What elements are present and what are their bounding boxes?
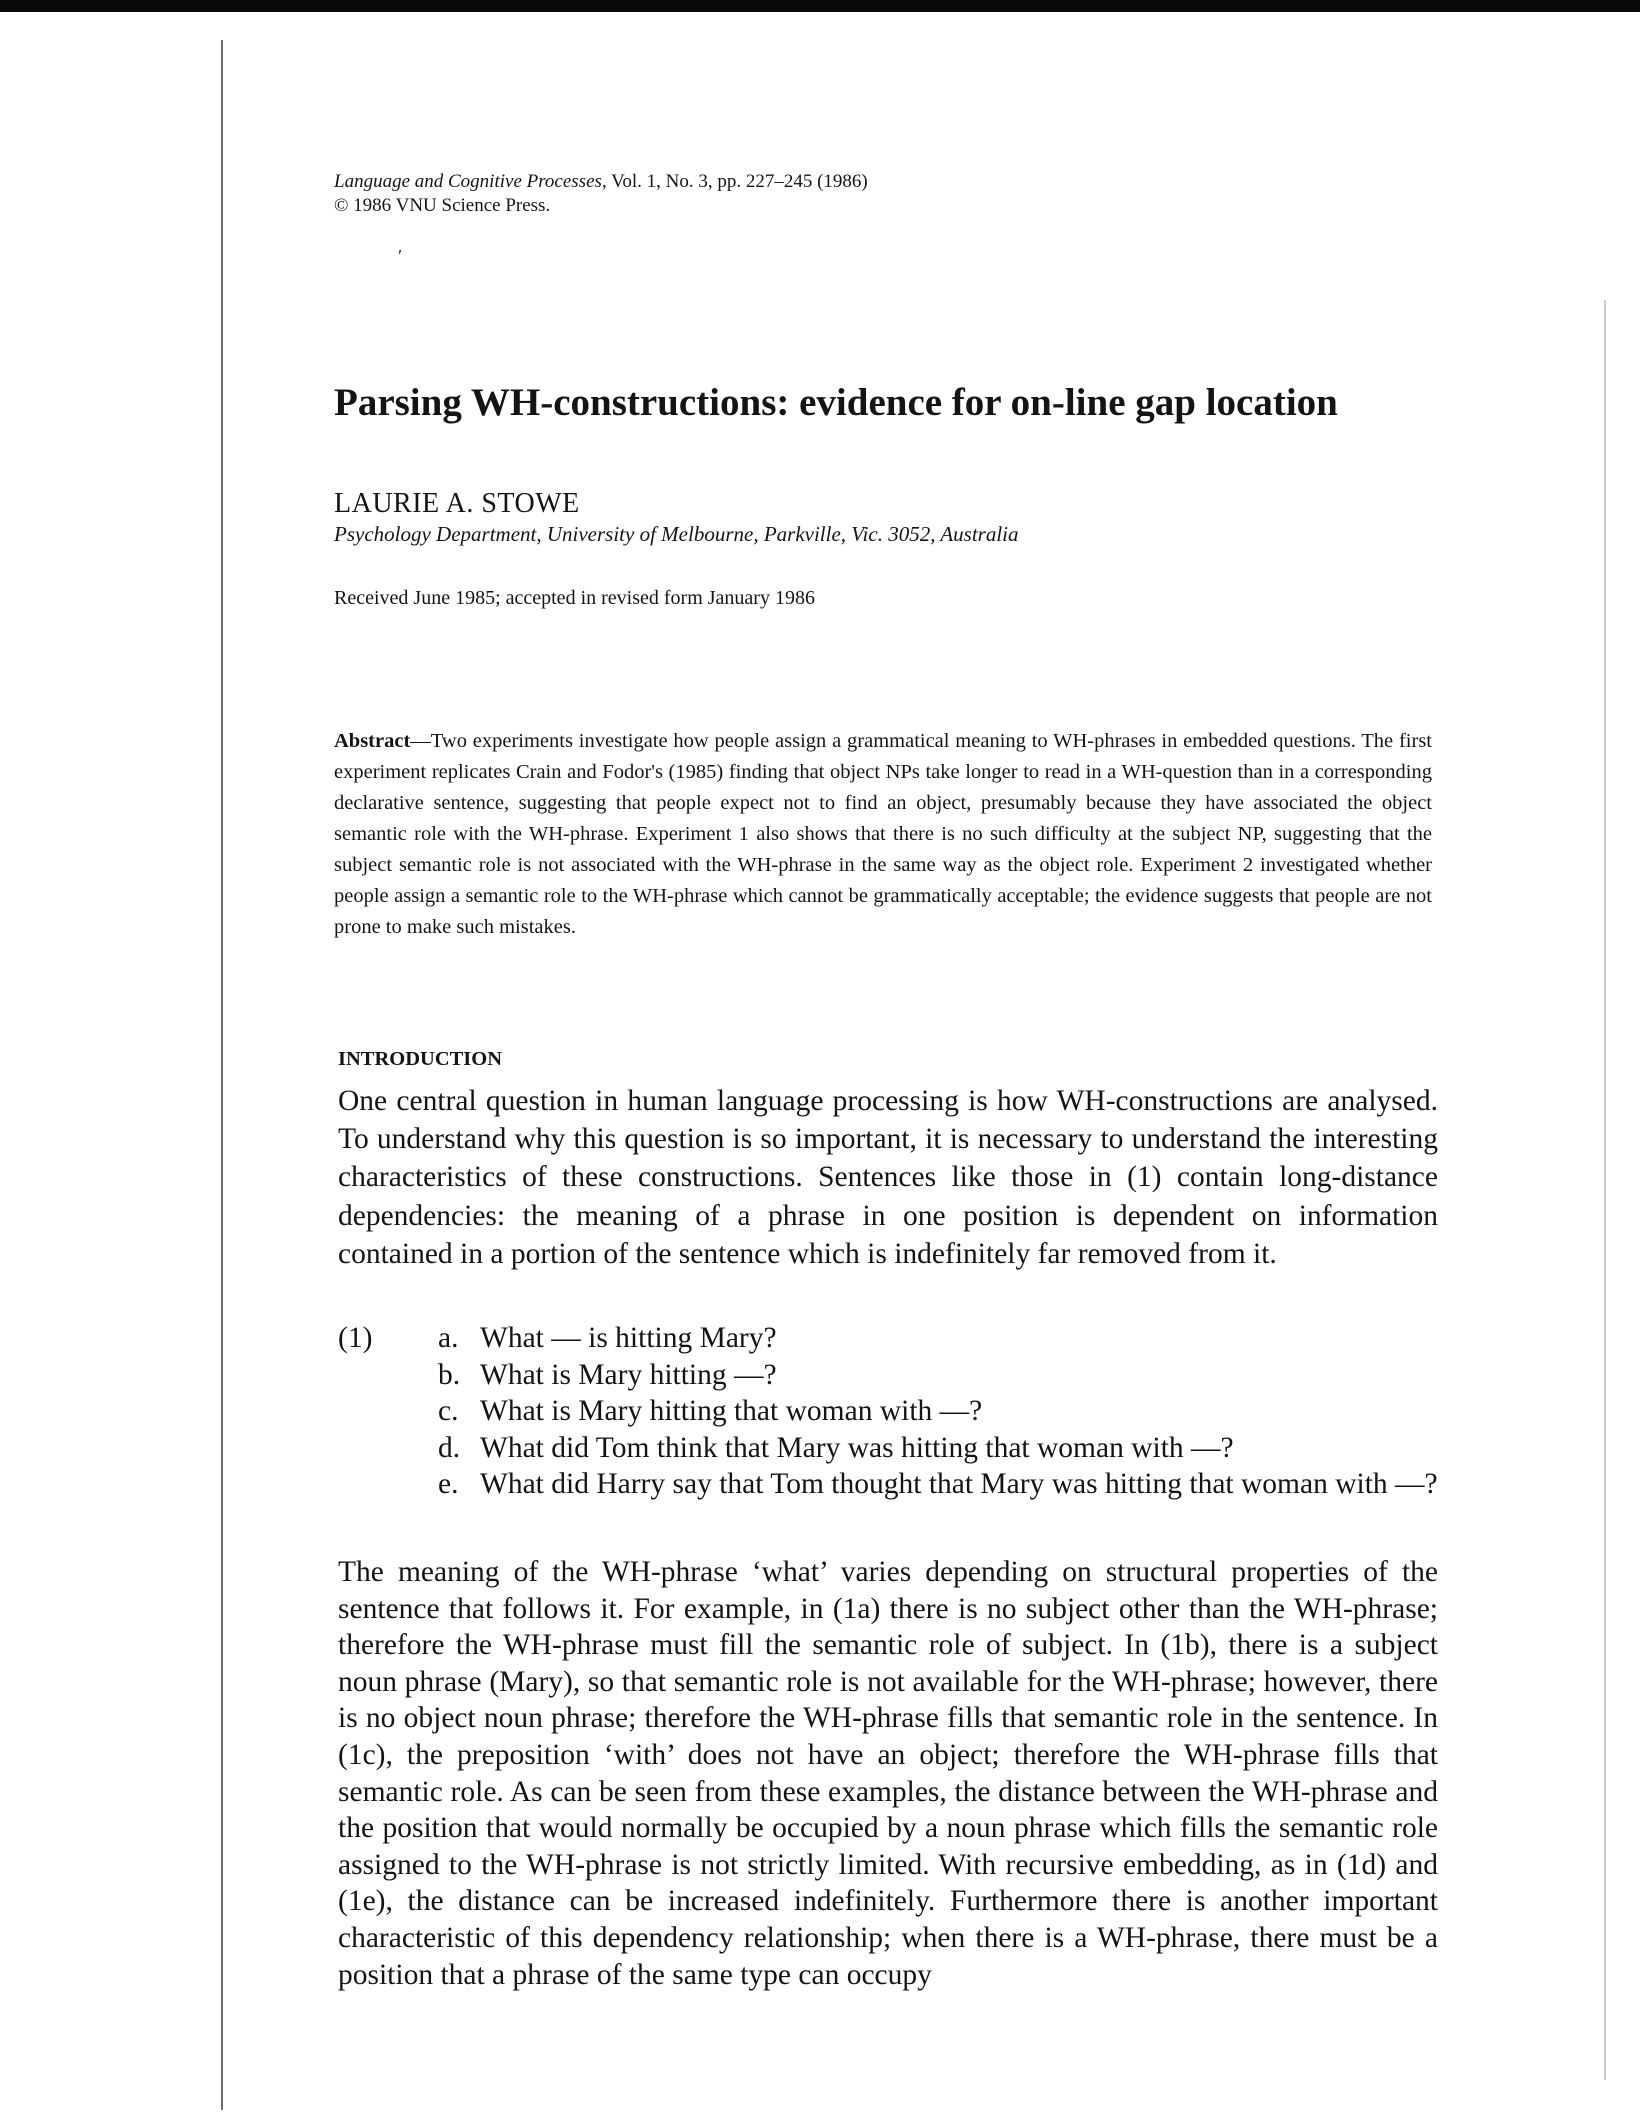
example-item xyxy=(438,1430,1438,1467)
example-list xyxy=(438,1320,1438,1503)
abstract xyxy=(334,726,1432,943)
example-item xyxy=(438,1393,1438,1430)
journal-details: , Vol. 1, No. 3, pp. 227–245 (1986) xyxy=(601,171,868,192)
example-letter: d. xyxy=(438,1431,461,1464)
abstract-label: Abstract xyxy=(334,730,411,752)
section-heading-introduction: INTRODUCTION xyxy=(338,1048,503,1070)
example-number: (1) xyxy=(338,1322,373,1354)
journal-name: Language and Cognitive Processes xyxy=(334,171,602,192)
introduction-paragraph-1: One central question in human language processing is how WH-constructions are analysed. To understand why this question is so important, it is necessary to understand the interesting characteristics of these constructions. Sentences like those in (1) contain long-distance dependencies: the meaning of a phrase in one position is dependent on information contained in a portion of the sentence which is indefinitely far removed from it. xyxy=(338,1085,1438,1270)
example-text: What — is hitting Mary? xyxy=(480,1322,777,1354)
introduction-paragraph-2: The meaning of the WH-phrase ‘what’ varies depending on structural properties of the sentence that follows it. For example, in (1a) there is no subject other than the WH-phrase; therefore the WH-phrase must fill the semantic role of subject. In (1b), there is a subject noun phrase (Mary), so that semantic role is not available for the WH-phrase; however, there is no object noun phrase; therefore the WH-phrase fills that semantic role in the sentence. In (1c), the preposition ‘with’ does not have an object; therefore the WH-phrase fills that semantic role. As can be seen from these examples, the distance between the WH-phrase and the position that would normally be occupied by a noun phrase which fills the semantic role assigned to the WH-phrase is not strictly limited. With recursive embedding, as in (1d) and (1e), the distance can be increased indefinitely. Furthermore there is another important characteristic of this dependency relationship; when there is a WH-phrase, there must be a position that a phrase of the same type can occupy xyxy=(338,1556,1438,1991)
example-item xyxy=(438,1357,1438,1394)
example-text: What did Harry say that Tom thought that Mary was hitting that woman with —? xyxy=(480,1468,1438,1500)
example-item xyxy=(438,1466,1438,1503)
example-letter: b. xyxy=(438,1358,461,1391)
scan-right-margin-line xyxy=(1604,300,1606,2080)
copyright-line: © 1986 VNU Science Press. xyxy=(334,195,551,216)
scan-left-margin-line xyxy=(221,40,223,2110)
example-letter: e. xyxy=(438,1468,459,1500)
example-text: What is Mary hitting that woman with —? xyxy=(480,1395,983,1427)
scan-top-edge xyxy=(0,0,1640,12)
stray-mark: ' xyxy=(397,246,401,266)
example-letter: c. xyxy=(438,1395,459,1427)
journal-citation xyxy=(334,170,868,218)
example-text: What is Mary hitting —? xyxy=(480,1358,777,1391)
author-affiliation: Psychology Department, University of Melbourne, Parkville, Vic. 3052, Australia xyxy=(334,522,1019,546)
example-letter: a. xyxy=(438,1322,459,1354)
author-name: LAURIE A. STOWE xyxy=(334,488,580,519)
abstract-text: —Two experiments investigate how people assign a grammatical meaning to WH-phrases in embedded questions. The first experiment replicates Crain and Fodor's (1985) finding that object NPs take longer to read in a WH-question than in a corresponding declarative sentence, suggesting that people expect not to find an object, presumably because they have associated the object semantic role with the WH-phrase. Experiment 1 also shows that there is no such difficulty at the subject NP, suggesting that the subject semantic role is not associated with the WH-phrase in the same way as the object role. Experiment 2 investigated whether people assign a semantic role to the WH-phrase which cannot be grammatically acceptable; the evidence suggests that people are not prone to make such mistakes. xyxy=(334,730,1432,938)
article-title: Parsing WH-constructions: evidence for on-line gap location xyxy=(334,381,1338,424)
received-dates: Received June 1985; accepted in revised form January 1986 xyxy=(334,587,815,609)
example-item xyxy=(438,1320,1438,1357)
example-text: What did Tom think that Mary was hitting that woman with —? xyxy=(480,1431,1234,1464)
